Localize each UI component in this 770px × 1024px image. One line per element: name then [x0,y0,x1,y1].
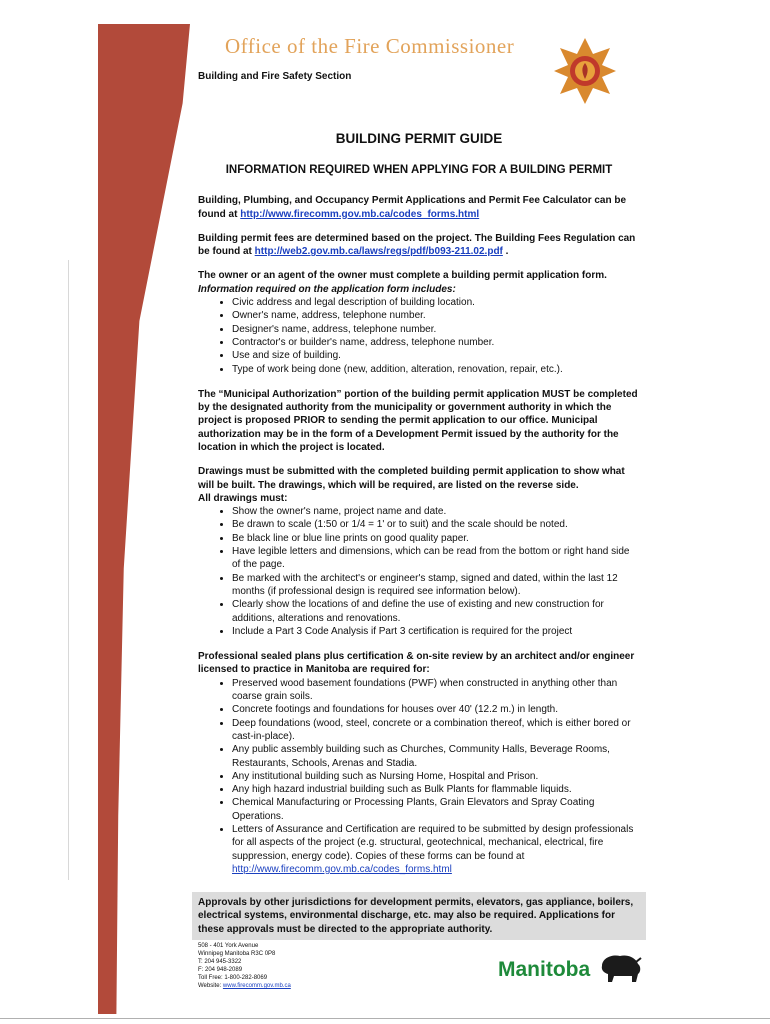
fees-regulation-link[interactable]: http://web2.gov.mb.ca/laws/regs/pdf/b093-211.02.pdf [254,246,503,258]
list-item: • Deep foundations (wood, steel, concrete or a combination thereof, which is either bored or cast-in-place). [232,717,640,744]
margin-rule [68,260,69,880]
page-bottom-rule [0,1018,770,1019]
fax-line: F: 204 948-2089 [198,967,243,974]
fees-paragraph-text: Building permit fees are determined based on the project. The Building Fees Regulation can be found at [198,232,636,258]
manitoba-logo [498,952,648,992]
fees-paragraph [198,232,640,259]
letters-of-assurance-text: Letters of Assurance and Certification are required to be submitted by design professionals for all aspects of the project (e.g. structural, geotechnical, mechanical, electrical, fire suppression, energy code). Copies of these forms can be found at [232,824,634,862]
list-item: • Clearly show the locations of and define the use of existing and new construction for additions, alterations and renovations. [232,598,640,625]
list-item: • Be black line or blue line prints on good quality paper. [232,532,640,545]
codes-forms-link[interactable]: http://www.firecomm.gov.mb.ca/codes_forms.html [240,208,480,220]
list-item: • Be marked with the architect's or engineer's stamp, signed and dated, within the last 12 months (if professional design is required see information below). [232,572,640,599]
website-line [198,982,291,990]
document-body [198,120,640,940]
professional-heading: Professional sealed plans plus certification & on-site review by an architect and/or engineer licensed to practice in Manitoba are required for: [198,651,635,676]
list-item: • Any high hazard industrial building such as Bulk Plants for flammable liquids. [232,783,640,796]
list-item: • Any public assembly building such as Churches, Community Halls, Beverage Rooms, Restaurants, Schools, Arenas and Stadia. [232,743,640,770]
approvals-notice: Approvals by other jurisdictions for development permits, elevators, gas appliance, boilers, electrical systems, environmental discharge, etc. may also be required. Applications for these approvals must be directed to the appropriate authority. [192,892,646,940]
phone-line: T: 204 945-3322 [198,959,242,966]
fire-commissioner-emblem-icon [552,36,618,106]
forms-paragraph [198,194,640,221]
list-item: • Concrete footings and foundations for houses over 40' (12.2 m.) in length. [232,703,640,716]
city-line: Winnipeg Manitoba R3C 0P8 [198,951,276,958]
manitoba-wordmark: Manitoba [498,958,591,981]
list-item: • Be drawn to scale (1:50 or 1/4 = 1' or to suit) and the scale should be noted. [232,518,640,531]
list-item: • Include a Part 3 Code Analysis if Part 3 certification is required for the project [232,625,640,638]
section-name: Building and Fire Safety Section [198,71,352,82]
decorative-side-band [98,24,190,1014]
codes-forms-link-2[interactable]: http://www.firecomm.gov.mb.ca/codes_forms.html [232,863,452,875]
website-link[interactable]: www.firecomm.gov.mb.ca [222,983,291,990]
professional-requirements-list [198,677,640,876]
list-item: • Chemical Manufacturing or Processing Plants, Grain Elevators and Spray Coating Operations. [232,796,640,823]
toll-free-line: Toll Free: 1-800-282-8069 [198,975,268,982]
list-item: • Civic address and legal description of building location. [232,296,640,309]
list-item: • Type of work being done (new, addition, alteration, renovation, repair, etc.). [232,363,640,376]
list-item: • Contractor's or builder's name, address, telephone number. [232,336,640,349]
list-item [232,823,640,876]
owner-requirements-list [198,296,640,376]
bison-icon [598,952,642,984]
list-item: • Have legible letters and dimensions, which can be read from the bottom or right hand side of the page. [232,545,640,572]
list-item: • Owner's name, address, telephone number. [232,309,640,322]
document-title: BUILDING PERMIT GUIDE [335,131,503,146]
forms-paragraph-text: Building, Plumbing, and Occupancy Permit Applications and Permit Fee Calculator can be found at [198,195,627,220]
municipal-authorization-paragraph: The “Municipal Authorization” portion of the building permit application MUST be completed by the designated authority from the municipality or government authority in which the project is proposed PRIOR to sending the permit application to our office. Municipal authorization may be in the form of a Development Permit issued by the authority for the location in which the project is located. [198,388,638,453]
document-subtitle: INFORMATION REQUIRED WHEN APPLYING FOR A BUILDING PERMIT [225,163,613,176]
list-item: • Preserved wood basement foundations (PWF) when constructed in anything other than coarse grain soils. [232,677,640,704]
owner-subheading: Information required on the application form includes: [198,283,456,295]
address-line: 508 - 401 York Avenue [198,943,259,949]
contact-footer [198,942,291,991]
fees-paragraph-end: . [502,246,509,258]
list-item: • Designer's name, address, telephone number. [232,323,640,336]
drawings-heading: Drawings must be submitted with the completed building permit application to show what will be built. The drawings, which will be required, are listed on the reverse side. [198,466,625,491]
list-item: • Show the owner's name, project name and date. [232,505,640,518]
list-item: • Any institutional building such as Nursing Home, Hospital and Prison. [232,770,640,783]
drawings-requirements-list [198,505,640,638]
owner-heading: The owner or an agent of the owner must complete a building permit application form. [198,270,607,282]
list-item: • Use and size of building. [232,349,640,362]
website-label: Website: [198,983,223,990]
office-title: Office of the Fire Commissioner [225,34,515,58]
drawings-subheading: All drawings must: [198,492,288,504]
